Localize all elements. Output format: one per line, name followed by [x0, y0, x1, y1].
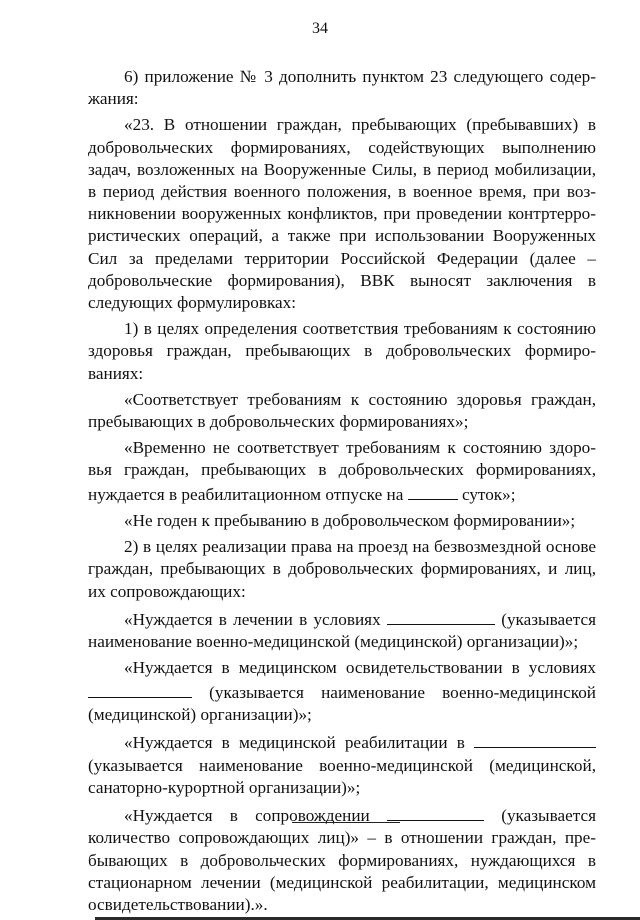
- formulation-temporarily-unfit: [88, 437, 596, 506]
- formulation-examination: [88, 657, 596, 726]
- formulation-rehabilitation-tail: (указывается наименование военно-медицинской (медицинской, санаторно-курортной организации)»;: [88, 755, 596, 797]
- formulation-temporarily-unfit-text: «Временно не соответствует требованиям к состоянию здоровья граждан, пребывающих в добровольческих формированиях, нуждается в реабилитационном отпуске на: [88, 438, 596, 504]
- formulation-examination-text: «Нуждается в медицинском освидетельствовании в условиях: [124, 658, 596, 678]
- formulation-escort: [88, 803, 596, 916]
- formulation-escort-tail: (указывается количество сопровождающих лиц)» – в отношении граждан, пребывающих в добровольческих формированиях, нуждающихся в стационарном лечении (медицинской реабилитации, медицинском освидетельствовании).».: [88, 806, 597, 915]
- formulation-treatment-text: «Нуждается в лечении в условиях: [124, 610, 381, 630]
- escort-count-blank: [387, 803, 484, 821]
- end-divider: [292, 822, 400, 823]
- formulation-rehabilitation-text: «Нуждается в медицинской реабилитации в: [124, 733, 465, 753]
- intro-paragraph: 6) приложение № 3 дополнить пунктом 23 следующего содержания:: [88, 67, 596, 109]
- formulation-treatment: [88, 607, 596, 654]
- organization-blank: [387, 607, 495, 625]
- item-2-paragraph: 2) в целях реализации права на проезд на безвозмездной основе граждан, пребывающих в добровольческих формированиях, и лиц, их сопровождающих:: [88, 537, 596, 601]
- formulation-rehabilitation: [88, 730, 596, 799]
- days-blank: [408, 482, 458, 500]
- organization-blank: [88, 680, 192, 698]
- item-1-paragraph: 1) в целях определения соответствия требованиям к состоянию здоровья граждан, пребывающих в добровольческих формированиях:: [88, 319, 596, 383]
- formulation-escort-text: «Нуждается в сопровождении: [124, 806, 370, 826]
- clause-23-paragraph: «23. В отношении граждан, пребывающих (пребывавших) в добровольческих формированиях, содействующих выполнению задач, возложенных на Вооруженные Силы, в период мобилизации, в период действия военного положения, в военное время, при возникновении вооруженных конфликтов, при проведении контртеррористических операций, а также при использовании Вооруженных Сил за пределами территории Российской Федерации (далее – добровольческие формирования), ВВК выносят заключения в следующих формулировках:: [88, 115, 596, 313]
- formulation-treatment-tail: (указывается наименование военно-медицинской (медицинской) организации)»;: [88, 610, 597, 652]
- formulation-temporarily-unfit-tail: суток»;: [461, 484, 516, 504]
- document-body: [88, 66, 596, 916]
- page-number: 34: [312, 20, 328, 37]
- formulation-unfit: «Не годен к пребыванию в добровольческом формировании»;: [124, 511, 576, 531]
- formulation-examination-tail: (указывается наименование военно-медицинской (медицинской) организации)»;: [88, 682, 596, 725]
- organization-blank: [474, 730, 596, 748]
- formulation-fit: «Соответствует требованиям к состоянию здоровья граждан, пребывающих в добровольческих формированиях»;: [88, 389, 596, 432]
